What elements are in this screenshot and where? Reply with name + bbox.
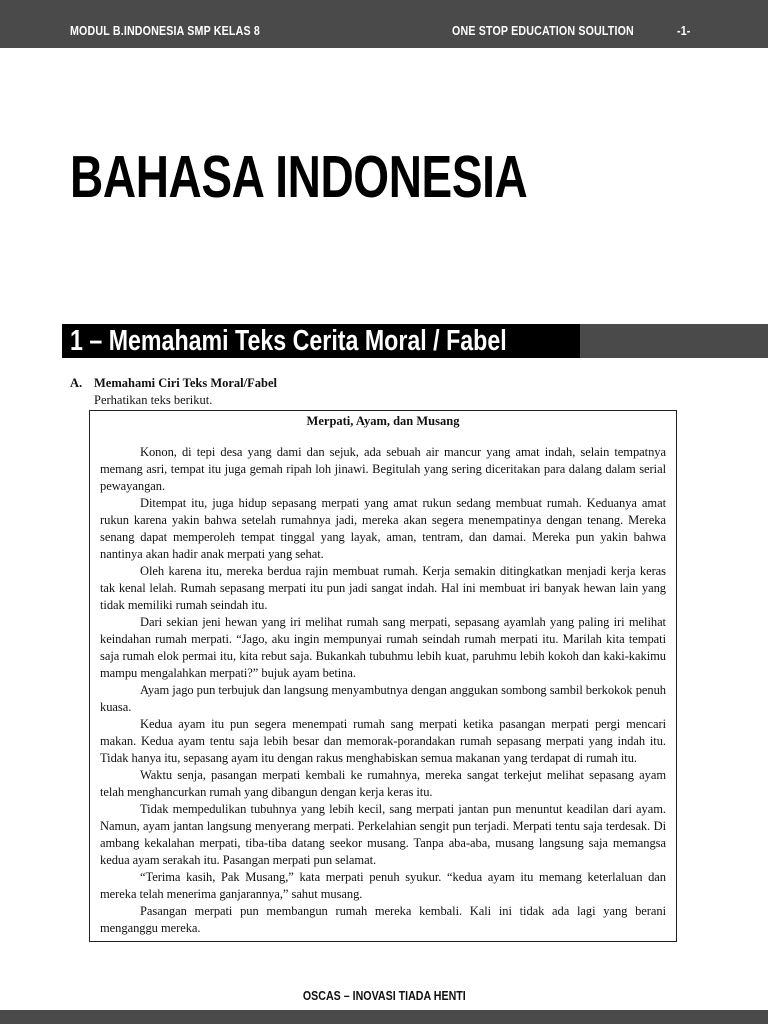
story-paragraph: Tidak mempedulikan tubuhnya yang lebih kecil, sang merpati jantan pun menuntut keadilan dari ayam. Namun, ayam jantan langsung menyerang merpati. Perkelahian sengit pun terjadi. Merpati tentu saja terdesak. Di ambang kekalahan merpati, tiba-tiba datang seekor musang. Tanpa aba-aba, musang langsung saja memangsa kedua ayam serakah itu. Pasangan merpati pun selamat. [100, 802, 666, 867]
header-brand-label: ONE STOP EDUCATION SOULTION [452, 23, 634, 38]
header-module-label: MODUL B.INDONESIA SMP KELAS 8 [70, 23, 260, 38]
story-paragraph: Ditempat itu, juga hidup sepasang merpati yang amat rukun sedang membuat rumah. Keduanya amat rukun karena yakin bahwa setelah rumahnya jadi, mereka akan segera menempatinya dengan tenang. Mereka senang dapat memperoleh tempat tinggal yang layak, aman, tentram, dan damai. Mereka pun yakin bahwa nantinya akan hadir anak merpati yang sehat. [100, 496, 666, 561]
subsection-instruction: Perhatikan teks berikut. [94, 393, 213, 407]
page-header [0, 0, 768, 48]
header-page-number: -1- [677, 23, 691, 38]
story-paragraph: Oleh karena itu, mereka berdua rajin membuat rumah. Kerja semakin ditingkatkan menjadi kerja keras tak kenal lelah. Rumah sepasang merpati itu pun jadi sangat indah. Hal ini membuat iri banyak hewan lain yang tidak memiliki rumah seindah itu. [100, 564, 666, 612]
subsection-title: Memahami Ciri Teks Moral/Fabel [94, 376, 277, 390]
story-paragraph: Pasangan merpati pun membangun rumah mereka kembali. Kali ini tidak ada lagi yang berani menganggu mereka. [100, 904, 666, 935]
story-title: Merpati, Ayam, dan Musang [306, 414, 460, 428]
footer-bar [0, 1010, 768, 1024]
story-paragraph: “Terima kasih, Pak Musang,” kata merpati penuh syukur. “kedua ayam itu memang keterlaluan dan mereka telah menerima ganjarannya,” sahut musang. [100, 870, 666, 901]
section-heading [62, 324, 580, 358]
document-title: BAHASA INDONESIA [70, 144, 528, 210]
story-paragraph: Dari sekian jeni hewan yang iri melihat rumah sang merpati, sepasang ayamlah yang paling iri melihat keindahan rumah merpati. “Jago, aku ingin mempunyai rumah seindah rumah merpati itu. Marilah kita tempati saja rumah elok permai itu, kita rebut saja. Bukankah tubuhmu lebih kuat, paruhmu lebih kokoh dan kaki-kakimu mampu mengalahkan merpati?” bujuk ayam betina. [100, 615, 666, 680]
section-heading-text: 1 – Memahami Teks Cerita Moral / Fabel [70, 325, 507, 357]
story-paragraph: Waktu senja, pasangan merpati kembali ke rumahnya, mereka sangat terkejut melihat sepasang ayam telah menghancurkan rumah yang dibangun dengan kerja keras itu. [100, 768, 666, 799]
page-footer [0, 988, 768, 1003]
story-paragraph: Kedua ayam itu pun segera menempati rumah sang merpati ketika pasangan merpati pergi mencari makan. Kedua ayam tentu saja lebih besar dan memorak-porandakan rumah sepasang merpati yang indah itu. Tidak hanya itu, sepasang ayam itu dengan rakus menghabiskan semua makanan yang terdapat di rumah itu. [100, 717, 666, 765]
subsection-letter: A. [70, 376, 83, 390]
story-box [89, 410, 677, 942]
story-paragraph: Konon, di tepi desa yang dami dan sejuk, ada sebuah air mancur yang amat indah, selain tempatnya memang asri, tempat itu juga gemah ripah loh jinawi. Begitulah yang sering diceritakan para dalang dalam serial pewayangan. [100, 445, 666, 493]
footer-slogan: OSCAS – INOVASI TIADA HENTI [302, 988, 466, 1003]
story-paragraph: Ayam jago pun terbujuk dan langsung menyambutnya dengan anggukan sombong sambil berkokok penuh kuasa. [100, 683, 666, 714]
section-heading-band [580, 324, 768, 358]
